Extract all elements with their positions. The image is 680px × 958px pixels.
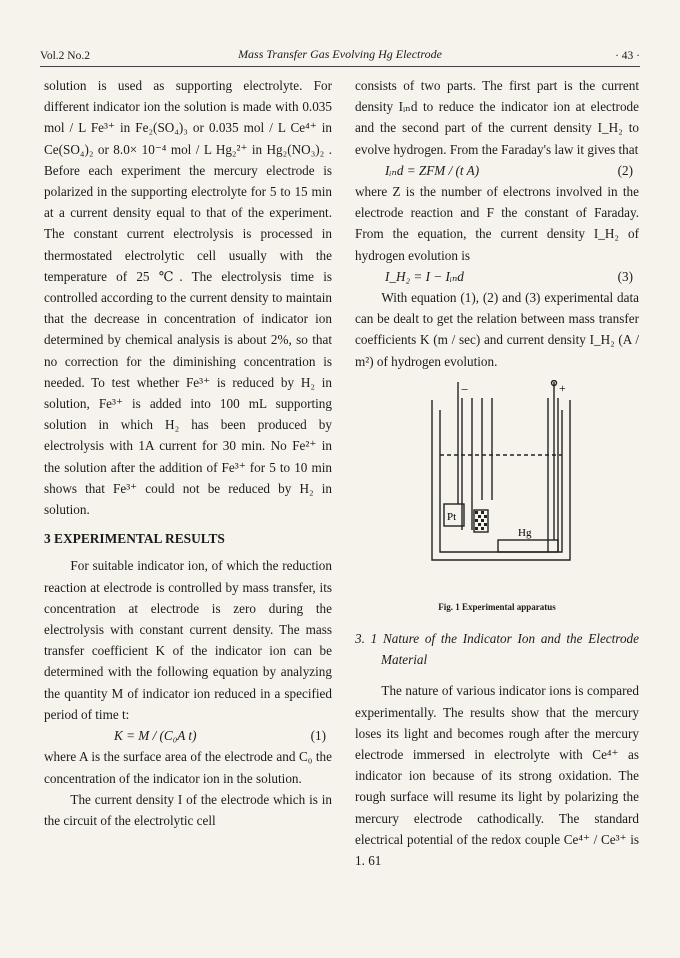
running-title: Mass Transfer Gas Evolving Hg Electrode bbox=[238, 47, 442, 61]
cathode-sign: − bbox=[461, 381, 469, 397]
equation-number: (3) bbox=[617, 268, 633, 284]
paragraph: For suitable indicator ion, of which the reduction reaction at electrode is controlled by mass transfer, its concentration at electrode is zero during the electrolysis with constant current density. The mass transfer coefficient K of the indicator ion can be determined with the following equation by analyzing the quantity M of indicator ion reduced in a specified period of time t: bbox=[44, 558, 332, 722]
anode-sign: + bbox=[559, 380, 566, 395]
paragraph: consists of two parts. The first part is the current density Iᵢₙd to reduce the indicator ion at electrode and the second part of the current density I_H₂ to evolve hydrogen. From the Faraday's law it gives that bbox=[355, 78, 639, 157]
right-column bbox=[355, 75, 639, 871]
apparatus-diagram bbox=[420, 380, 580, 580]
equation-3 bbox=[355, 266, 639, 287]
figure-caption: Fig. 1 Experimental apparatus bbox=[438, 601, 556, 612]
figure-1 bbox=[355, 380, 639, 595]
paragraph: where A is the surface area of the electrode and C₀ the concentration of the indicator ion in the solution. bbox=[44, 749, 332, 786]
equation-2 bbox=[355, 160, 639, 181]
subsection-heading: 3. 1 Nature of the Indicator Ion and the Electrode Material bbox=[355, 631, 639, 668]
equation-body: I_H₂ = I − Iᵢₙd bbox=[385, 268, 464, 284]
equation-number: (2) bbox=[617, 162, 633, 178]
equation-body: K = M / (C₀A t) bbox=[114, 728, 197, 744]
section-heading: 3 EXPERIMENTAL RESULTS bbox=[44, 531, 225, 547]
running-header bbox=[40, 44, 640, 67]
mercury-pool bbox=[498, 540, 558, 552]
paragraph: where Z is the number of electrons involved in the electrode reaction and F the constant of Faraday. From the equation, the current density I_H₂ of hydrogen evolution is bbox=[355, 184, 639, 263]
paragraph: solution is used as supporting electrolyte. For different indicator ion the solution is made with 0.035 mol / L Fe³⁺ in Fe₂(SO₄)₃ or 0.035 mol / L Ce⁴⁺ in Ce(SO₄)₂ or 8.0× 10⁻⁴ mol / L Hg₂²⁺ in Hg₂(NO₃)₂ . Before each experiment the mercury electrode is polarized in the supporting electrolyte for 5 to 15 min at a current density equal to that of the experiment. The constant current electrolysis is processed in thermostated electrolytic cell usually with the temperature of 25 ℃. The electrolysis time is controlled according to the current density to maintain that the decrease in concentration of indicator ion determined by chemical analysis is about 2%, so that no correction for the diminishing concentration is needed. To test whether Fe³⁺ is reduced by H₂ in solution, Fe³⁺ is added into 100 mL supporting solution in which H₂ has been produced by electrolysis with 1A current for 30 min. No Fe²⁺ in the solution after the addition of Fe³⁺ for 5 to 10 min shows that Fe³⁺ could not be reduced by H₂ in solution. bbox=[44, 78, 332, 518]
paragraph: The current density I of the electrode which is in the circuit of the electrolytic cell bbox=[44, 791, 332, 828]
hg-label: Hg bbox=[518, 526, 532, 539]
equation-number: (1) bbox=[310, 728, 326, 744]
pt-label: Pt bbox=[447, 510, 457, 523]
page-number: · 43 · bbox=[615, 50, 640, 62]
volume-label: Vol.2 No.2 bbox=[40, 50, 90, 62]
paragraph: With equation (1), (2) and (3) experimental data can be dealt to get the relation between mass transfer coefficients K (m / sec) and current density I_H₂ (A / m²) of hydrogen evolution. bbox=[355, 290, 639, 369]
left-column bbox=[44, 75, 332, 831]
equation-body: Iᵢₙd = ZFM / (t A) bbox=[385, 162, 480, 178]
paragraph: The nature of various indicator ions is compared experimentally. The results show that the mercury loses its light and becomes rough after the mercury electrode immersed in electrolyte with Ce⁴⁺ as indicator ion because of its strong oxidation. The rough surface will resume its light by polarizing the mercury electrode cathodically. The standard electrical potential of the redox couple Ce⁴⁺ / Ce³⁺ is 1. 61 bbox=[355, 683, 639, 869]
equation-1 bbox=[44, 725, 332, 746]
outer-vessel bbox=[432, 400, 570, 560]
